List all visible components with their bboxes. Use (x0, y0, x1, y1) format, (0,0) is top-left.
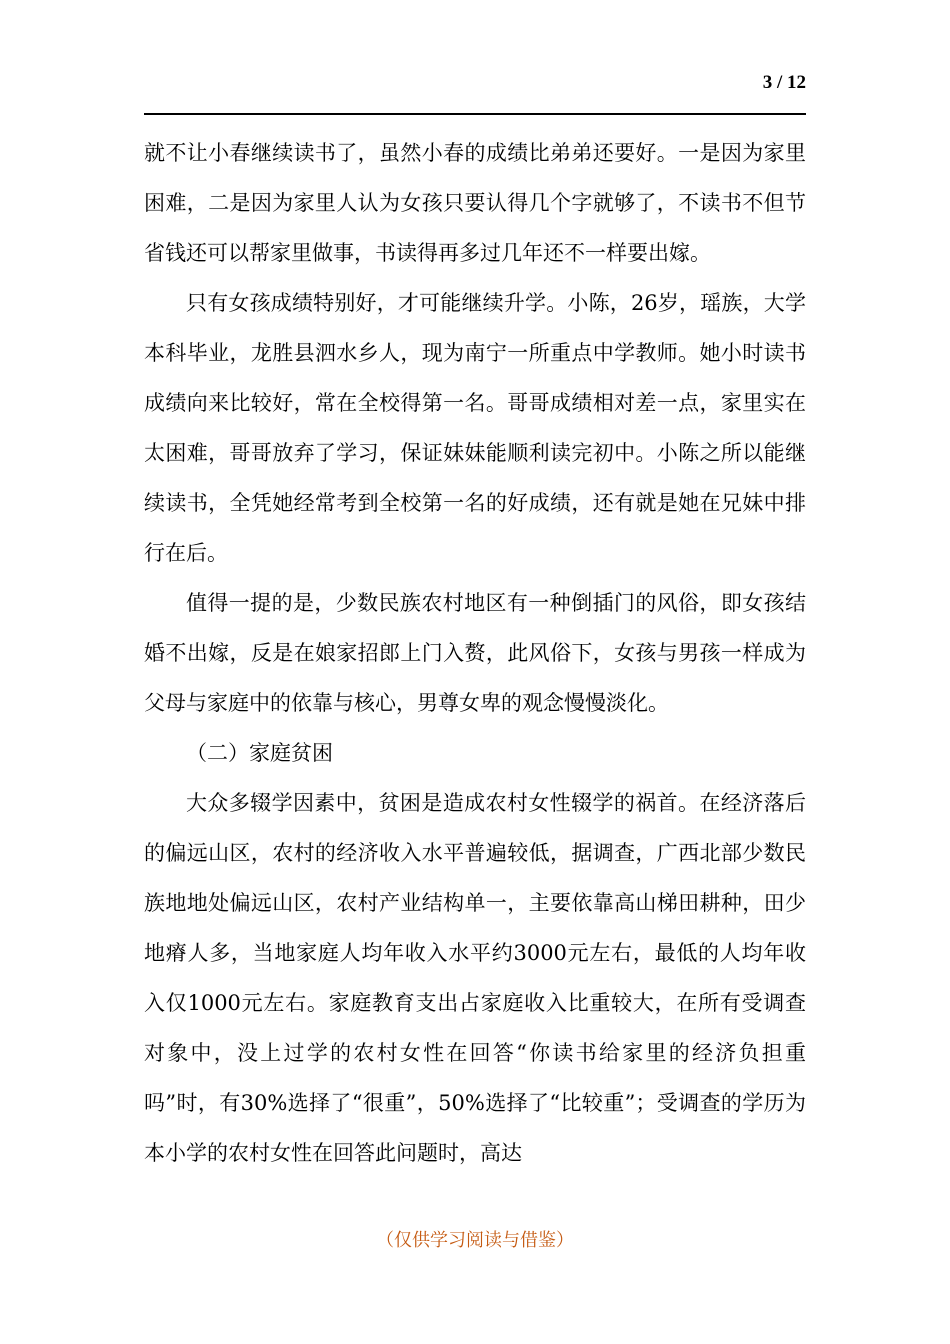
paragraph-xiaochen: 只有女孩成绩特别好，才可能继续升学。小陈，26岁，瑶族，大学本科毕业，龙胜县泗水乡人，现为南宁一所重点中学教师。她小时读书成绩向来比较好，常在全校得第一名。哥哥成绩相对差一点，家里实在太困难，哥哥放弃了学习，保证妹妹能顺利读完初中。小陈之所以能继续读书，全凭她经常考到全校第一名的好成绩，还有就是她在兄妹中排行在后。 (144, 291, 806, 565)
header-divider (144, 113, 806, 115)
paragraph-poverty: 大众多辍学因素中，贫困是造成农村女性辍学的祸首。在经济落后的偏远山区，农村的经济收入水平普遍较低，据调查，广西北部少数民族地地处偏远山区，农村产业结构单一，主要依靠高山梯田耕种，田少地瘠人多，当地家庭人均年收入水平约3000元左右，最低的人均年收入仅1000元左右。家庭教育支出占家庭收入比重较大，在所有受调查对象中，没上过学的农村女性在回答“你读书给家里的经济负担重吗”时，有30%选择了“很重”，50%选择了“比较重”；受调查的学历为本小学的农村女性在回答此问题时，高达 (144, 791, 806, 1165)
page-number: 3 / 12 (762, 72, 806, 93)
paragraph-continuation: 就不让小春继续读书了，虽然小春的成绩比弟弟还要好。一是因为家里困难，二是因为家里人认为女孩只要认得几个字就够了，不读书不但节省钱还可以帮家里做事，书读得再多过几年还不一样要出嫁。 (144, 141, 806, 265)
body-text (144, 128, 806, 1178)
paragraph-custom: 值得一提的是，少数民族农村地区有一种倒插门的风俗，即女孩结婚不出嫁，反是在娘家招郎上门入赘，此风俗下，女孩与男孩一样成为父母与家庭中的依靠与核心，男尊女卑的观念慢慢淡化。 (144, 591, 806, 715)
section-heading-poverty: （二）家庭贫困 (186, 741, 333, 765)
footer-note: （仅供学习阅读与借鉴） (376, 1230, 574, 1251)
